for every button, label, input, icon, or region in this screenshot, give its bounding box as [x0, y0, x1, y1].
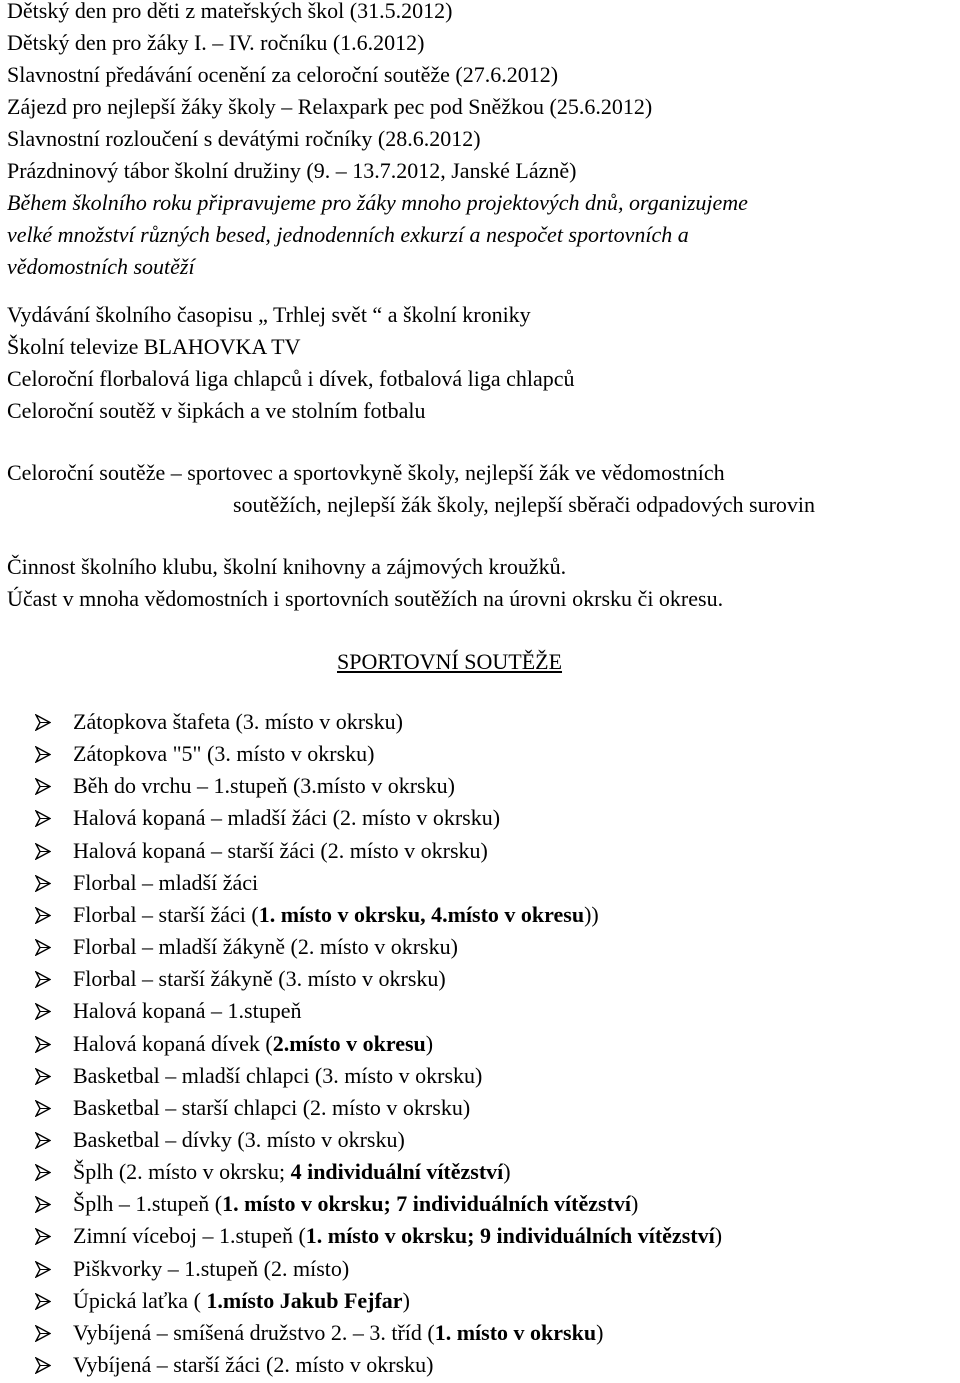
sports-item-result: 1.místo Jakub Fejfar — [206, 1287, 403, 1313]
arrow-bullet-icon — [35, 772, 51, 789]
sports-list-item — [35, 1220, 722, 1252]
arrow-bullet-icon — [35, 1030, 51, 1047]
arrow-bullet-icon — [35, 1222, 51, 1239]
sports-item-text: Basketbal – starší chlapci (2. místo v okrsku) — [73, 1094, 471, 1120]
competitions-line: Celoroční soutěže – sportovec a sportovkyně školy, nejlepší žák ve vědomostních — [7, 460, 725, 485]
sports-list-item — [35, 770, 455, 802]
sports-item-text: Basketbal – dívky (3. místo v okrsku) — [73, 1126, 405, 1152]
sports-item-text: Florbal – mladší žáci — [73, 869, 259, 895]
sports-list-item — [35, 738, 374, 770]
arrow-bullet-icon — [35, 1062, 51, 1079]
arrow-bullet-icon — [35, 837, 51, 854]
sports-item-text: Piškvorky – 1.stupeň (2. místo) — [73, 1255, 350, 1281]
sports-item-text: Basketbal – mladší chlapci (3. místo v okrsku) — [73, 1062, 483, 1088]
sports-item-suffix: ) — [596, 1319, 604, 1345]
arrow-bullet-icon — [35, 708, 51, 725]
sports-list-item — [35, 802, 500, 834]
intro-text-line: Během školního roku připravujeme pro žáky mnoho projektových dnů, organizujeme — [7, 190, 748, 215]
sports-item-suffix: ) — [714, 1223, 723, 1249]
sports-item-text: Vybíjená – starší žáci (2. místo v okrsku) — [73, 1352, 434, 1377]
event-line: Dětský den pro děti z mateřských škol (31.5.2012) — [7, 0, 453, 23]
sports-item-result: 1. místo v okrsku — [434, 1319, 597, 1345]
sports-item-result: 4 individuální vítězství — [290, 1159, 504, 1185]
sports-list-item — [35, 835, 488, 867]
sports-item-text: Halová kopaná – 1.stupeň — [73, 998, 302, 1024]
club-line: Činnost školního klubu, školní knihovny a zájmových kroužků. — [7, 554, 567, 579]
arrow-bullet-icon — [35, 1255, 51, 1272]
sports-item-result: 2.místo v okresu — [272, 1030, 426, 1056]
arrow-bullet-icon — [35, 997, 51, 1014]
sports-item-text: Halová kopaná – mladší žáci (2. místo v okrsku) — [73, 805, 501, 831]
activity-line: Vydávání školního časopisu „ Trhlej svět “ a školní kroniky — [7, 302, 531, 327]
sports-item-suffix: ) — [503, 1159, 511, 1185]
arrow-bullet-icon — [35, 1094, 51, 1111]
event-line: Slavnostní rozloučení s devátými ročníky (28.6.2012) — [7, 126, 481, 151]
arrow-bullet-icon — [35, 1287, 51, 1304]
sports-item-text: Halová kopaná dívek ( — [73, 1030, 273, 1056]
sports-item-suffix: ) — [631, 1191, 639, 1217]
sports-item-text: Šplh (2. místo v okrsku; — [73, 1159, 291, 1185]
sports-item-text: Zátopkova štafeta (3. místo v okrsku) — [73, 709, 403, 734]
sports-list-item — [35, 1188, 638, 1220]
sports-heading: SPORTOVNÍ SOUTĚŽE — [337, 649, 563, 674]
event-line: Zájezd pro nejlepší žáky školy – Relaxpark pec pod Sněžkou (25.6.2012) — [7, 94, 653, 119]
sports-list-item — [35, 867, 258, 899]
activity-line: Školní televize BLAHOVKA TV — [7, 334, 301, 359]
event-line: Prázdninový tábor školní družiny (9. – 13.7.2012, Janské Lázně) — [7, 158, 577, 183]
activity-line: Celoroční soutěž v šipkách a ve stolním fotbalu — [7, 398, 426, 423]
sports-item-text: Florbal – mladší žákyně (2. místo v okrsku) — [73, 934, 458, 960]
arrow-bullet-icon — [35, 1319, 51, 1336]
sports-item-text: Běh do vrchu – 1.stupeň (3.místo v okrsku) — [73, 773, 455, 799]
arrow-bullet-icon — [35, 869, 51, 886]
sports-item-result: 1. místo v okrsku, 4.místo v okresu — [258, 901, 585, 927]
sports-list-item — [35, 931, 458, 963]
sports-list-item — [35, 1285, 410, 1317]
sports-item-suffix: ) — [425, 1030, 434, 1056]
sports-item-text: Vybíjená – smíšená družstvo 2. – 3. tříd ( — [73, 1319, 435, 1345]
sports-item-result: 1. místo v okrsku; 7 individuálních vítězství — [222, 1191, 632, 1217]
sports-list-item — [35, 1156, 511, 1188]
sports-list-item — [35, 899, 599, 931]
sports-list-item — [35, 1092, 470, 1124]
sports-list-item — [35, 1349, 434, 1381]
arrow-bullet-icon — [35, 1158, 51, 1175]
arrow-bullet-icon — [35, 965, 51, 982]
sports-list-item — [35, 1124, 405, 1156]
sports-list-item — [35, 995, 302, 1027]
sports-item-suffix: )) — [584, 901, 599, 927]
sports-list-item — [35, 1317, 603, 1349]
sports-item-text: Úpická laťka ( — [73, 1287, 207, 1313]
intro-text-line: vědomostních soutěží — [7, 254, 195, 279]
sports-list-item — [35, 706, 403, 738]
activity-line: Celoroční florbalová liga chlapců i dívek, fotbalová liga chlapců — [7, 366, 575, 391]
sports-item-result: 1. místo v okrsku; 9 individuálních vítězství — [305, 1223, 715, 1249]
sports-item-text: Šplh – 1.stupeň ( — [73, 1191, 223, 1217]
arrow-bullet-icon — [35, 740, 51, 757]
competitions-line-continued: soutěžích, nejlepší žák školy, nejlepší sběrači odpadových surovin — [233, 492, 816, 517]
arrow-bullet-icon — [35, 933, 51, 950]
sports-item-text: Florbal – starší žákyně (3. místo v okrsku) — [73, 966, 446, 992]
sports-item-text: Florbal – starší žáci ( — [73, 901, 259, 927]
arrow-bullet-icon — [35, 901, 51, 918]
sports-list-item — [35, 963, 446, 995]
arrow-bullet-icon — [35, 1351, 51, 1368]
event-line: Slavnostní předávání ocenění za celoroční soutěže (27.6.2012) — [7, 62, 559, 87]
arrow-bullet-icon — [35, 1126, 51, 1143]
arrow-bullet-icon — [35, 804, 51, 821]
sports-item-suffix: ) — [402, 1287, 410, 1313]
club-line: Účast v mnoha vědomostních i sportovních soutěžích na úrovni okrsku či okresu. — [7, 586, 724, 611]
intro-text-line: velké množství různých besed, jednodenních exkurzí a nespočet sportovních a — [7, 222, 689, 247]
sports-item-text: Halová kopaná – starší žáci (2. místo v okrsku) — [73, 837, 488, 863]
sports-item-text: Zimní víceboj – 1.stupeň ( — [73, 1223, 306, 1249]
sports-list-item — [35, 1253, 349, 1285]
sports-item-text: Zátopkova "5" (3. místo v okrsku) — [73, 741, 375, 767]
sports-list-item — [35, 1028, 433, 1060]
event-line: Dětský den pro žáky I. – IV. ročníku (1.6.2012) — [7, 30, 425, 55]
arrow-bullet-icon — [35, 1190, 51, 1207]
sports-list-item — [35, 1060, 482, 1092]
